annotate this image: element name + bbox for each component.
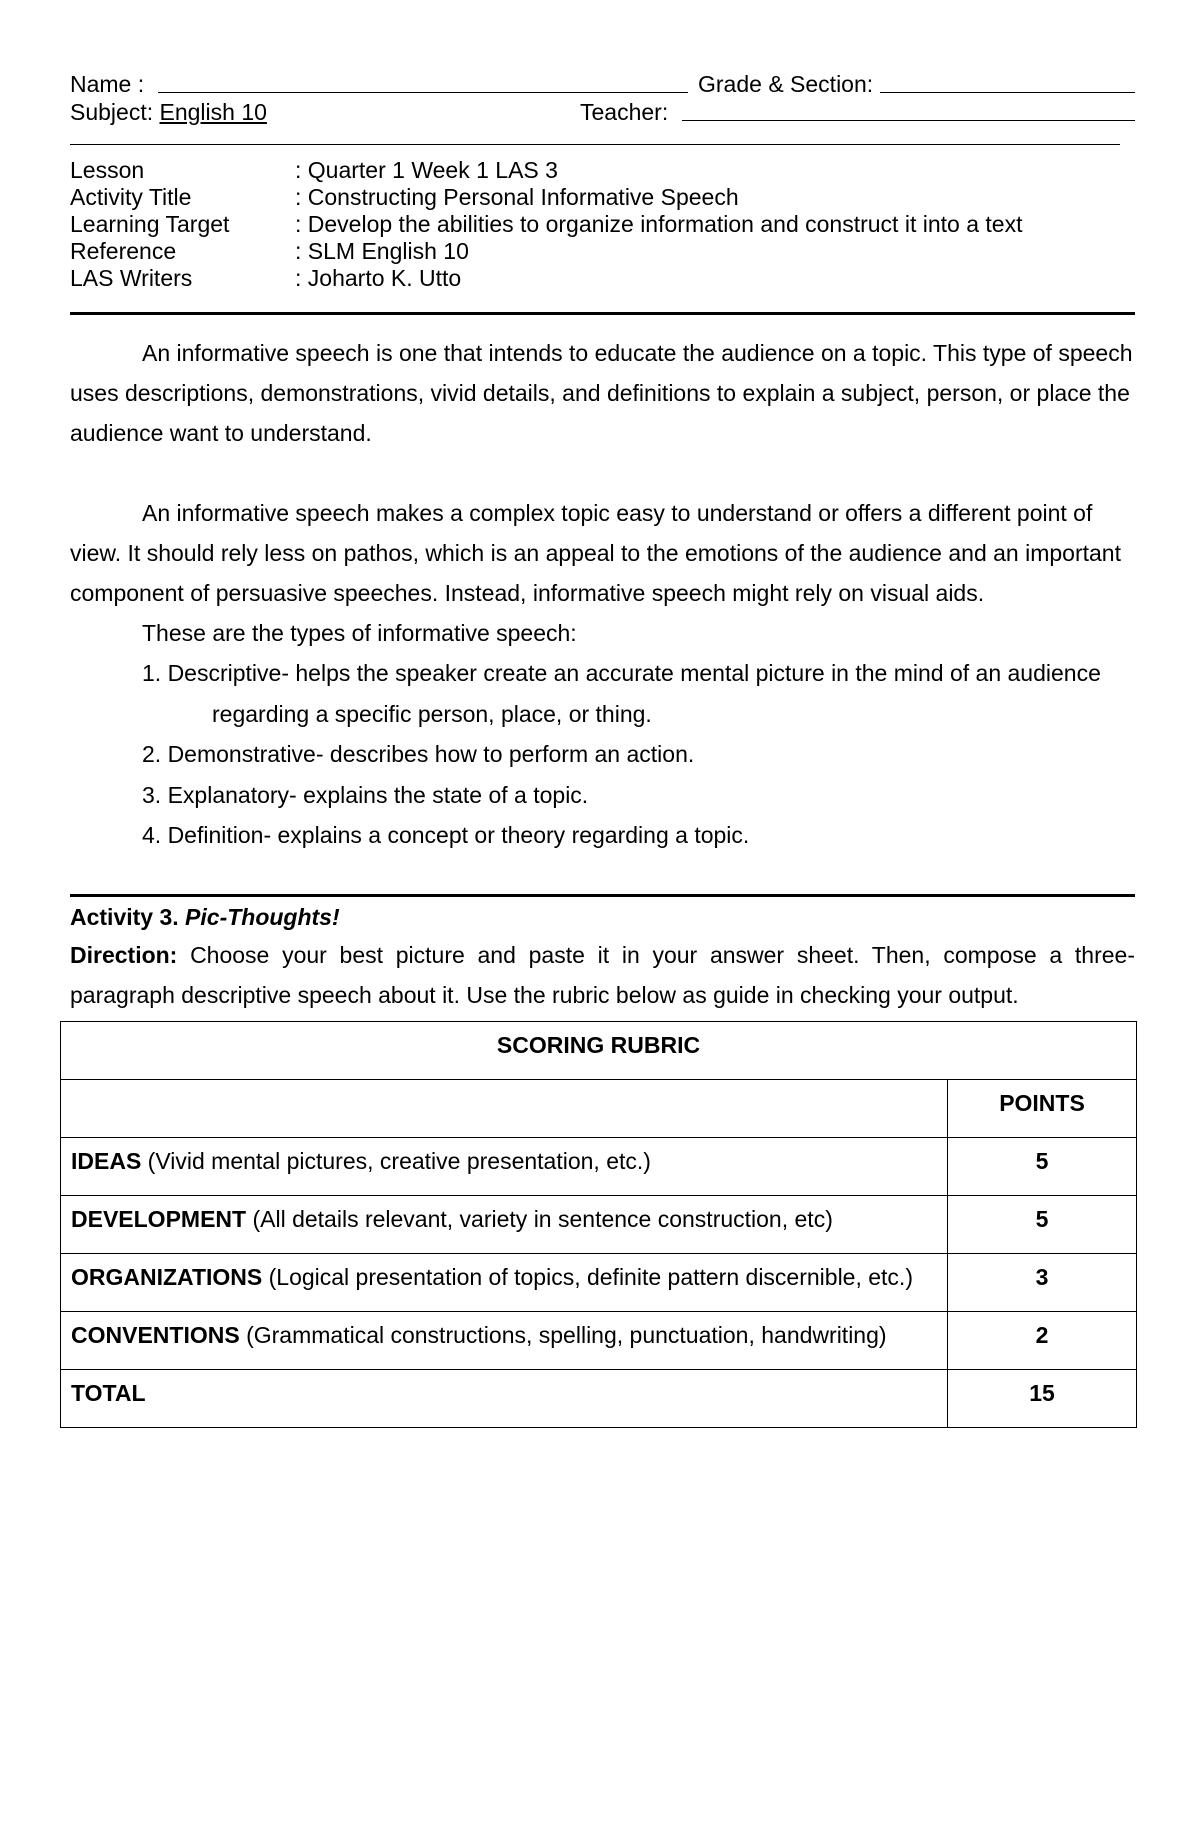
criterion-desc: (Logical presentation of topics, definite pattern discernible, etc.) bbox=[262, 1263, 913, 1290]
info-value: : Joharto K. Utto bbox=[295, 265, 462, 291]
activity-divider bbox=[70, 894, 1135, 897]
subject-label: Subject: bbox=[70, 99, 154, 125]
teacher-blank-line bbox=[682, 98, 1135, 121]
rubric-title-row bbox=[61, 1021, 1137, 1079]
criterion-name: ORGANIZATIONS bbox=[71, 1263, 263, 1290]
name-grade-row bbox=[70, 70, 1135, 98]
criterion-points: 3 bbox=[948, 1253, 1137, 1311]
list-item bbox=[70, 775, 1135, 816]
list-item-text: 3. Explanatory- explains the state of a topic. bbox=[142, 781, 589, 808]
teacher-label: Teacher: bbox=[580, 99, 669, 125]
info-row-las-writers bbox=[70, 265, 1135, 292]
info-value: : Quarter 1 Week 1 LAS 3 bbox=[295, 157, 558, 183]
table-row bbox=[61, 1253, 1137, 1311]
criterion-name: CONVENTIONS bbox=[71, 1321, 240, 1348]
info-row-lesson bbox=[70, 157, 1135, 184]
criterion-desc: (Grammatical constructions, spelling, punctuation, handwriting) bbox=[239, 1321, 887, 1348]
list-item-text: 1. Descriptive- helps the speaker create an accurate mental picture in the mind of an audience bbox=[142, 660, 1101, 686]
criterion-points: 5 bbox=[948, 1195, 1137, 1253]
speech-types-list bbox=[70, 653, 1135, 856]
subject-value: English 10 bbox=[159, 99, 267, 125]
list-item bbox=[70, 734, 1135, 775]
grade-section-label: Grade & Section: bbox=[698, 71, 874, 97]
total-label: TOTAL bbox=[71, 1379, 146, 1406]
list-item bbox=[70, 653, 1135, 734]
scoring-rubric-table bbox=[60, 1021, 1137, 1428]
activity-heading bbox=[70, 899, 1135, 935]
info-label: Reference bbox=[70, 238, 177, 264]
criterion-points: 2 bbox=[948, 1311, 1137, 1369]
worksheet-page bbox=[70, 70, 1135, 1428]
list-item-text: 4. Definition- explains a concept or theory regarding a topic. bbox=[142, 822, 750, 848]
info-divider bbox=[70, 312, 1135, 315]
name-label: Name : bbox=[70, 71, 145, 97]
rubric-criterion-cell bbox=[61, 1311, 948, 1369]
grade-section-blank-line bbox=[880, 70, 1135, 93]
points-header: POINTS bbox=[948, 1079, 1137, 1137]
direction-label: Direction: bbox=[70, 941, 178, 968]
table-row bbox=[61, 1137, 1137, 1195]
info-label: Activity Title bbox=[70, 184, 192, 210]
info-label: Learning Target bbox=[70, 211, 230, 237]
activity-title: Pic-Thoughts! bbox=[185, 903, 340, 930]
info-row-learning-target bbox=[70, 211, 1135, 238]
name-blank-line bbox=[158, 70, 688, 93]
criterion-name: IDEAS bbox=[71, 1147, 142, 1174]
list-item-text: 2. Demonstrative- describes how to perform an action. bbox=[142, 741, 695, 767]
rubric-criterion-cell bbox=[61, 1137, 948, 1195]
info-value: : Develop the abilities to organize information and construct it into a text bbox=[295, 211, 1023, 237]
direction-body: Choose your best picture and paste it in your answer sheet. Then, compose a three-paragraph descriptive speech about it. Use the rubric below as guide in checking your output. bbox=[70, 941, 1135, 1008]
lesson-info bbox=[70, 157, 1135, 292]
criterion-points: 5 bbox=[948, 1137, 1137, 1195]
direction-text bbox=[70, 935, 1135, 1015]
info-label: Lesson bbox=[70, 157, 145, 183]
info-value: : SLM English 10 bbox=[295, 238, 469, 264]
table-row bbox=[61, 1195, 1137, 1253]
types-intro: These are the types of informative speech: bbox=[142, 620, 577, 646]
intro-paragraph-1: An informative speech is one that intends to educate the audience on a topic. This type of speech uses descriptions, demonstrations, vivid details, and definitions to explain a subject, person, or place the audience want to understand. bbox=[70, 340, 1133, 446]
intro-paragraph-2: An informative speech makes a complex topic easy to understand or offers a different point of view. It should rely less on pathos, which is an appeal to the emotions of the audience and an important component of persuasive speeches. Instead, informative speech might rely on visual aids. bbox=[70, 500, 1121, 606]
criterion-name: DEVELOPMENT bbox=[71, 1205, 247, 1232]
list-item bbox=[70, 815, 1135, 856]
list-item-continuation: regarding a specific person, place, or thing. bbox=[212, 700, 652, 727]
header-divider bbox=[70, 144, 1120, 145]
rubric-header-blank bbox=[61, 1079, 948, 1137]
total-label-cell bbox=[61, 1369, 948, 1427]
info-label: LAS Writers bbox=[70, 265, 193, 291]
rubric-total-row bbox=[61, 1369, 1137, 1427]
rubric-header-row bbox=[61, 1079, 1137, 1137]
info-row-activity-title bbox=[70, 184, 1135, 211]
info-value: : Constructing Personal Informative Speech bbox=[295, 184, 739, 210]
criterion-desc: (Vivid mental pictures, creative presentation, etc.) bbox=[141, 1147, 651, 1174]
rubric-criterion-cell bbox=[61, 1253, 948, 1311]
subject-teacher-row bbox=[70, 98, 1135, 126]
table-row bbox=[61, 1311, 1137, 1369]
criterion-desc: (All details relevant, variety in sentence construction, etc) bbox=[246, 1205, 833, 1232]
rubric-criterion-cell bbox=[61, 1195, 948, 1253]
total-points: 15 bbox=[948, 1369, 1137, 1427]
info-row-reference bbox=[70, 238, 1135, 265]
rubric-title: SCORING RUBRIC bbox=[61, 1021, 1137, 1079]
activity-number: Activity 3. bbox=[70, 903, 179, 930]
